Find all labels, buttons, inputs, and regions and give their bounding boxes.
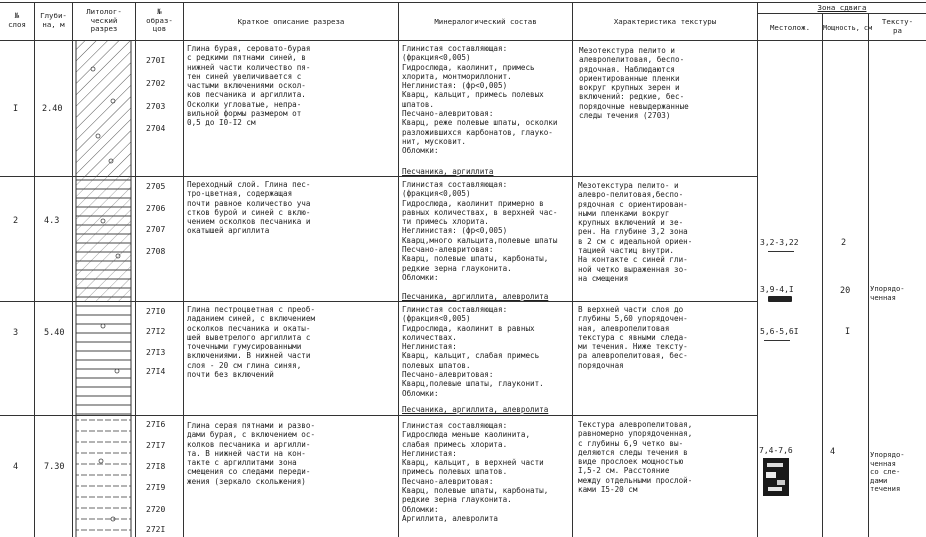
col-line-5 <box>398 2 399 537</box>
layer-description: Переходный слой. Глина пес- тро-цветная, содержащая почти равное количество уча стков бурой и синей с вклю- чением осколков песчаника и окатышей аргиллита <box>187 180 311 236</box>
sample-id: 2708 <box>146 247 166 256</box>
col-line-3 <box>135 2 136 537</box>
texture-characteristic: Мезотекстура пелито и алевропелитовая, беспо- рядочная. Наблюдаются ориентированные пленки вокруг крупных зерен и включений: редкие, бес- порядочные невыдержанные следы течения (2703) <box>579 46 689 121</box>
mineral-composition: Глинистая составляющая: (фракция<0,005) Гидрослюда, каолинит, примесь хлорита, монтмориллонит. Неглинистая: (фр<0,005) Кварц, кальцит, примесь полевых шпатов. Песчано-алевритовая: Кварц, реже полевые шпаты, осколки разложившихся карбонатов, глауко- нит, мусковит. Обломки: <box>402 44 558 156</box>
shear-thickness: 4 <box>830 447 836 457</box>
layer-number: 2 <box>13 216 19 226</box>
header-depth: Глуби- на, м <box>40 11 67 29</box>
col-line-7 <box>757 2 758 537</box>
texture-characteristic: Текстура алевропелитовая, равномерно упорядоченная, с глубины 6,9 четко вы- деляются следы течения в виде прослоек мощностью I,5-2 см. Расстояние между отдельными прослой- ками I5-20 см <box>578 420 693 495</box>
header-mineral: Минералогический состав <box>434 17 537 26</box>
shear-sample-sketch <box>768 296 792 302</box>
texture-characteristic: Мезотекстура пелито- и алевро-пелитовая,беспо- рядочная с ориентирован- ными пленками вокруг крупных включений и зе- рен. На глубине 3,2 зона в 2 см с идеальной ориен- тацией частиц внутри. На контакте с синей гли- ной четко выраженная зо- на смещения <box>578 181 693 283</box>
mineral-composition: Глинистая составляющая: (фракция<0,005) Гидрослюда, каолинит в равных количествах. Неглинистая: Кварц, кальцит, слабая примесь полевых шпатов. Песчано-алевритовая: Кварц,полевые шпаты, глауконит. Обломки: <box>402 305 544 398</box>
shear-location: 3,2-3,22 <box>760 238 799 247</box>
shear-location: 3,9-4,I <box>760 285 794 294</box>
sample-id: 2707 <box>146 225 166 234</box>
layer-description: Глина бурая, серовато-бурая с редкими пятнами синей, в нижней части количество пя- тен синей увеличивается с частыми включениями оскол- ков песчаника и аргиллита. Осколки угловатые, непра- вильной формы размером от 0,5 до I0-I2 см <box>187 44 311 128</box>
layer-description: Глина пестроцветная с преоб- ладанием синей, с включением осколков песчаника и окаты- шей выветрелого аргиллита с точечными гумусированными включениями. В нижней части слоя - 20 см глина синяя, почти без включений <box>187 305 316 380</box>
col-line-1 <box>34 2 35 537</box>
sample-id: 27I2 <box>146 327 166 336</box>
sample-id: 27I6 <box>146 420 166 429</box>
sample-id: 2704 <box>146 124 166 133</box>
shear-thickness: I <box>845 327 851 337</box>
layer-description: Глина серая пятнами и разво- дами бурая, с включением ос- колков песчаника и аргилли- та. В нижней части на кон- такте с аргиллитами зона смещения со следами переди- жения (зеркало скольжения) <box>187 421 316 486</box>
sample-id: 27I8 <box>146 462 166 471</box>
layer-depth: 4.3 <box>44 216 60 226</box>
sample-id: 27I9 <box>146 483 166 492</box>
sample-id: 2720 <box>146 505 166 514</box>
sample-id: 27I3 <box>146 348 166 357</box>
header-shear-thickness: Мощность, см <box>823 24 873 32</box>
sample-id: 2703 <box>146 102 166 111</box>
clay-hatch-layer-1 <box>76 41 131 176</box>
clay-hatch-layer-4 <box>76 415 131 537</box>
sample-id: 2702 <box>146 79 166 88</box>
shear-location: 7,4-7,6 <box>759 446 793 455</box>
sample-id: 27I7 <box>146 441 166 450</box>
table-top-border <box>0 2 926 3</box>
layer-depth: 7.30 <box>44 462 65 472</box>
clay-hatch-layer-3 <box>76 301 131 415</box>
layer-number: I <box>13 104 19 114</box>
mineral-composition: Глинистая составляющая: Гидрослюда меньше каолинита, слабая примесь хлорита. Неглинистая: Кварц, кальцит, в верхней части примесь полевых шпатов. Песчано-алевритовая: Кварц, полевые шпаты, карбонаты, редкие зерна глауконита. Обломки: <box>402 421 549 514</box>
sample-id: 270I <box>146 56 166 65</box>
header-sample-no: № образ- цов <box>146 7 173 33</box>
mineral-fragments: Песчаника, аргиллита <box>402 167 494 176</box>
header-texture: Характеристика текстуры <box>613 17 717 26</box>
sample-id: 2706 <box>146 204 166 213</box>
layer-number: 4 <box>13 462 19 472</box>
mineral-fragments: Аргиллита, алевролита <box>402 514 499 523</box>
shear-location-underline <box>764 340 790 341</box>
col-line-8 <box>822 14 823 537</box>
texture-characteristic: В верхней части слоя до глубины 5,60 упорядочен- ная, алевропелитовая текстура с явными следа- ми течения. Ниже тексту- ра алевропелитовая, бес- порядочная <box>578 305 688 370</box>
lithology-column <box>73 41 135 537</box>
header-lithology: Литолог- ческий разрез <box>86 7 122 33</box>
mineral-composition: Глинистая составляющая: (фракция<0,005) Гидрослюда, каолинит примерно в равных количествах, в верхней час- ти примесь хлорита. Неглинистая: (фр<0,005) Кварц,много кальцита,полевые шпаты Песчано-алевритовая: Кварц, полевые шпаты, карбонаты, редкие зерна глауконита. Обломки: <box>402 180 558 282</box>
col-line-4 <box>183 2 184 537</box>
shear-location: 5,6-5,6I <box>760 327 799 336</box>
sample-id: 272I <box>146 525 166 534</box>
header-shear-texture: Тексту- ра <box>881 17 914 35</box>
mineral-fragments: Песчаника, аргиллита, алевролита <box>402 292 549 301</box>
shear-thickness: 2 <box>841 238 847 248</box>
layer-depth: 5.40 <box>44 328 65 338</box>
shear-thickness: 20 <box>840 286 851 296</box>
col-line-6 <box>572 2 573 537</box>
mineral-fragments: Песчаника, аргиллита, алевролита <box>402 405 549 414</box>
header-description: Краткое описание разреза <box>237 17 345 26</box>
header-shear-location: Местолож. <box>769 23 811 32</box>
sample-id: 2705 <box>146 182 166 191</box>
header-shear-zone: Зона сдвига <box>817 3 867 12</box>
shear-texture: Упорядо- ченная со сле- дами течения <box>870 450 905 493</box>
shear-texture: Упорядо- ченная <box>870 284 905 302</box>
sample-id: 27I0 <box>146 307 166 316</box>
shear-location-underline <box>768 251 794 252</box>
shear-sample-sketch <box>763 458 789 496</box>
header-bottom-border <box>0 40 926 41</box>
layer-depth: 2.40 <box>42 104 63 114</box>
shear-subheader-line <box>757 13 926 14</box>
sample-id: 27I4 <box>146 367 166 376</box>
layer-number: 3 <box>13 328 19 338</box>
header-layer-no: № слоя <box>8 11 26 29</box>
col-line-9 <box>868 14 869 537</box>
